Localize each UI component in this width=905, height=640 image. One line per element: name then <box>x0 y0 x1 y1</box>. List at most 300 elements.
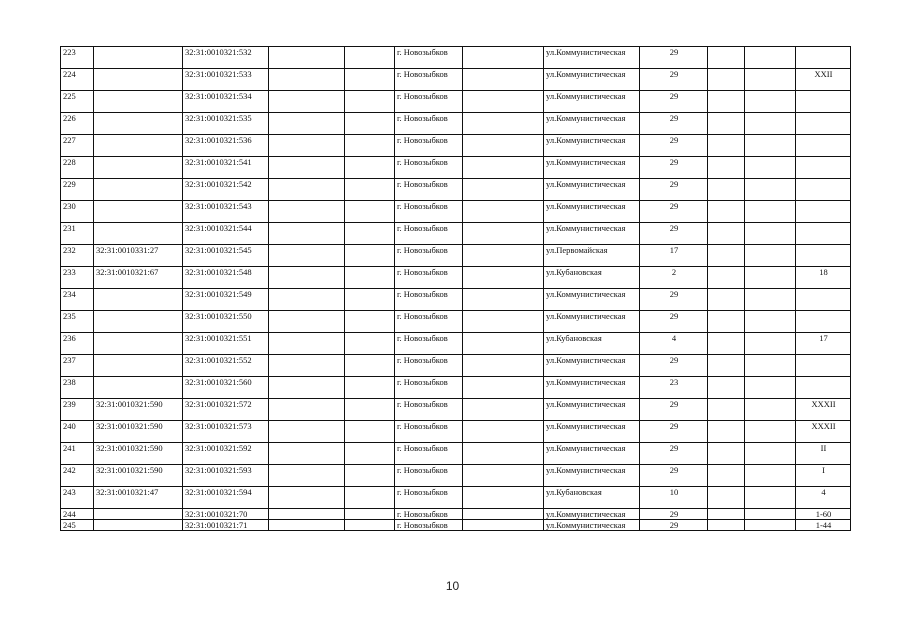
city-cell: г. Новозыбков <box>395 399 463 421</box>
previous-cadastral-number-cell <box>94 509 183 520</box>
empty-cell <box>745 443 796 465</box>
empty-cell <box>708 267 745 289</box>
empty-cell <box>745 333 796 355</box>
empty-cell <box>708 91 745 113</box>
city-cell: г. Новозыбков <box>395 47 463 69</box>
empty-cell <box>345 69 395 91</box>
row-number-cell: 245 <box>61 520 94 531</box>
empty-cell <box>269 223 345 245</box>
row-number-cell: 238 <box>61 377 94 399</box>
street-cell: ул.Коммунистическая <box>544 443 640 465</box>
previous-cadastral-number-cell: 32:31:0010331:27 <box>94 245 183 267</box>
premises-number-cell <box>796 377 851 399</box>
premises-number-cell <box>796 311 851 333</box>
city-cell: г. Новозыбков <box>395 201 463 223</box>
empty-cell <box>745 201 796 223</box>
city-cell: г. Новозыбков <box>395 421 463 443</box>
cadastral-number-cell: 32:31:0010321:548 <box>183 267 269 289</box>
street-cell: ул.Коммунистическая <box>544 91 640 113</box>
empty-cell <box>708 201 745 223</box>
empty-cell <box>463 91 544 113</box>
empty-cell <box>463 69 544 91</box>
house-number-cell: 29 <box>640 113 708 135</box>
empty-cell <box>345 520 395 531</box>
empty-cell <box>745 245 796 267</box>
city-cell: г. Новозыбков <box>395 223 463 245</box>
street-cell: ул.Коммунистическая <box>544 135 640 157</box>
row-number-cell: 237 <box>61 355 94 377</box>
empty-cell <box>745 223 796 245</box>
empty-cell <box>269 47 345 69</box>
cadastral-number-cell: 32:31:0010321:594 <box>183 487 269 509</box>
city-cell: г. Новозыбков <box>395 377 463 399</box>
empty-cell <box>745 157 796 179</box>
cadastral-number-cell: 32:31:0010321:533 <box>183 69 269 91</box>
row-number-cell: 240 <box>61 421 94 443</box>
city-cell: г. Новозыбков <box>395 487 463 509</box>
empty-cell <box>463 245 544 267</box>
table-row <box>61 91 851 113</box>
house-number-cell: 29 <box>640 355 708 377</box>
row-number-cell: 241 <box>61 443 94 465</box>
empty-cell <box>463 157 544 179</box>
house-number-cell: 29 <box>640 223 708 245</box>
previous-cadastral-number-cell: 32:31:0010321:590 <box>94 465 183 487</box>
table-row <box>61 509 851 520</box>
table-row <box>61 443 851 465</box>
premises-number-cell: 1-44 <box>796 520 851 531</box>
empty-cell <box>345 135 395 157</box>
empty-cell <box>745 135 796 157</box>
cadastral-number-cell: 32:31:0010321:543 <box>183 201 269 223</box>
previous-cadastral-number-cell <box>94 91 183 113</box>
cadastral-number-cell: 32:31:0010321:572 <box>183 399 269 421</box>
premises-number-cell <box>796 289 851 311</box>
premises-number-cell: I <box>796 465 851 487</box>
row-number-cell: 224 <box>61 69 94 91</box>
previous-cadastral-number-cell <box>94 201 183 223</box>
empty-cell <box>708 311 745 333</box>
premises-number-cell <box>796 245 851 267</box>
row-number-cell: 223 <box>61 47 94 69</box>
empty-cell <box>745 487 796 509</box>
empty-cell <box>269 91 345 113</box>
street-cell: ул.Коммунистическая <box>544 399 640 421</box>
empty-cell <box>463 520 544 531</box>
empty-cell <box>745 520 796 531</box>
row-number-cell: 239 <box>61 399 94 421</box>
empty-cell <box>345 47 395 69</box>
empty-cell <box>345 223 395 245</box>
row-number-cell: 229 <box>61 179 94 201</box>
cadastral-number-cell: 32:31:0010321:71 <box>183 520 269 531</box>
empty-cell <box>345 355 395 377</box>
empty-cell <box>269 465 345 487</box>
previous-cadastral-number-cell <box>94 311 183 333</box>
cadastral-number-cell: 32:31:0010321:545 <box>183 245 269 267</box>
house-number-cell: 29 <box>640 399 708 421</box>
empty-cell <box>745 311 796 333</box>
empty-cell <box>708 333 745 355</box>
empty-cell <box>708 443 745 465</box>
house-number-cell: 29 <box>640 465 708 487</box>
empty-cell <box>463 509 544 520</box>
city-cell: г. Новозыбков <box>395 311 463 333</box>
premises-number-cell <box>796 179 851 201</box>
cadastral-number-cell: 32:31:0010321:552 <box>183 355 269 377</box>
premises-number-cell <box>796 355 851 377</box>
table-row <box>61 135 851 157</box>
house-number-cell: 23 <box>640 377 708 399</box>
previous-cadastral-number-cell <box>94 377 183 399</box>
cadastral-number-cell: 32:31:0010321:573 <box>183 421 269 443</box>
table-row <box>61 201 851 223</box>
cadastral-number-cell: 32:31:0010321:593 <box>183 465 269 487</box>
table-row <box>61 311 851 333</box>
street-cell: ул.Коммунистическая <box>544 465 640 487</box>
empty-cell <box>708 465 745 487</box>
empty-cell <box>345 179 395 201</box>
empty-cell <box>708 69 745 91</box>
house-number-cell: 29 <box>640 47 708 69</box>
empty-cell <box>463 47 544 69</box>
row-number-cell: 244 <box>61 509 94 520</box>
empty-cell <box>463 355 544 377</box>
street-cell: ул.Первомайская <box>544 245 640 267</box>
page-number: 10 <box>445 579 460 593</box>
empty-cell <box>269 443 345 465</box>
house-number-cell: 29 <box>640 201 708 223</box>
empty-cell <box>269 509 345 520</box>
empty-cell <box>463 465 544 487</box>
previous-cadastral-number-cell: 32:31:0010321:590 <box>94 443 183 465</box>
premises-number-cell <box>796 201 851 223</box>
table-row <box>61 289 851 311</box>
empty-cell <box>745 47 796 69</box>
table-row <box>61 179 851 201</box>
city-cell: г. Новозыбков <box>395 465 463 487</box>
premises-number-cell <box>796 91 851 113</box>
house-number-cell: 17 <box>640 245 708 267</box>
empty-cell <box>463 311 544 333</box>
empty-cell <box>345 311 395 333</box>
empty-cell <box>463 135 544 157</box>
house-number-cell: 29 <box>640 443 708 465</box>
house-number-cell: 29 <box>640 91 708 113</box>
register-table-body <box>61 47 851 531</box>
street-cell: ул.Коммунистическая <box>544 157 640 179</box>
table-row <box>61 487 851 509</box>
row-number-cell: 230 <box>61 201 94 223</box>
empty-cell <box>345 289 395 311</box>
empty-cell <box>345 267 395 289</box>
empty-cell <box>463 201 544 223</box>
street-cell: ул.Коммунистическая <box>544 47 640 69</box>
row-number-cell: 242 <box>61 465 94 487</box>
street-cell: ул.Коммунистическая <box>544 377 640 399</box>
street-cell: ул.Коммунистическая <box>544 223 640 245</box>
table-row <box>61 267 851 289</box>
table-row <box>61 355 851 377</box>
cadastral-number-cell: 32:31:0010321:550 <box>183 311 269 333</box>
empty-cell <box>708 223 745 245</box>
empty-cell <box>269 245 345 267</box>
empty-cell <box>269 289 345 311</box>
empty-cell <box>745 289 796 311</box>
house-number-cell: 29 <box>640 520 708 531</box>
empty-cell <box>345 377 395 399</box>
cadastral-number-cell: 32:31:0010321:535 <box>183 113 269 135</box>
table-row <box>61 377 851 399</box>
empty-cell <box>708 355 745 377</box>
cadastral-number-cell: 32:31:0010321:544 <box>183 223 269 245</box>
table-row <box>61 399 851 421</box>
empty-cell <box>463 443 544 465</box>
empty-cell <box>269 201 345 223</box>
premises-number-cell: 1-60 <box>796 509 851 520</box>
empty-cell <box>269 355 345 377</box>
street-cell: ул.Коммунистическая <box>544 289 640 311</box>
empty-cell <box>708 377 745 399</box>
empty-cell <box>345 509 395 520</box>
empty-cell <box>345 333 395 355</box>
premises-number-cell: XXXII <box>796 399 851 421</box>
city-cell: г. Новозыбков <box>395 289 463 311</box>
premises-number-cell: XXXII <box>796 421 851 443</box>
empty-cell <box>269 399 345 421</box>
empty-cell <box>463 223 544 245</box>
previous-cadastral-number-cell <box>94 113 183 135</box>
empty-cell <box>345 113 395 135</box>
cadastral-number-cell: 32:31:0010321:70 <box>183 509 269 520</box>
empty-cell <box>463 113 544 135</box>
previous-cadastral-number-cell <box>94 223 183 245</box>
house-number-cell: 29 <box>640 421 708 443</box>
empty-cell <box>269 69 345 91</box>
cadastral-number-cell: 32:31:0010321:560 <box>183 377 269 399</box>
empty-cell <box>745 509 796 520</box>
street-cell: ул.Коммунистическая <box>544 311 640 333</box>
row-number-cell: 236 <box>61 333 94 355</box>
empty-cell <box>345 465 395 487</box>
empty-cell <box>269 377 345 399</box>
empty-cell <box>708 179 745 201</box>
table-row <box>61 421 851 443</box>
previous-cadastral-number-cell: 32:31:0010321:590 <box>94 399 183 421</box>
city-cell: г. Новозыбков <box>395 267 463 289</box>
empty-cell <box>745 421 796 443</box>
cadastral-number-cell: 32:31:0010321:541 <box>183 157 269 179</box>
premises-number-cell <box>796 135 851 157</box>
empty-cell <box>745 355 796 377</box>
row-number-cell: 231 <box>61 223 94 245</box>
empty-cell <box>745 267 796 289</box>
house-number-cell: 29 <box>640 289 708 311</box>
street-cell: ул.Коммунистическая <box>544 355 640 377</box>
cadastral-number-cell: 32:31:0010321:592 <box>183 443 269 465</box>
empty-cell <box>745 377 796 399</box>
empty-cell <box>708 135 745 157</box>
premises-number-cell: 18 <box>796 267 851 289</box>
empty-cell <box>463 377 544 399</box>
empty-cell <box>708 245 745 267</box>
empty-cell <box>269 135 345 157</box>
street-cell: ул.Коммунистическая <box>544 201 640 223</box>
street-cell: ул.Коммунистическая <box>544 113 640 135</box>
row-number-cell: 225 <box>61 91 94 113</box>
empty-cell <box>745 113 796 135</box>
table-row <box>61 69 851 91</box>
premises-number-cell: 17 <box>796 333 851 355</box>
previous-cadastral-number-cell <box>94 289 183 311</box>
empty-cell <box>463 399 544 421</box>
empty-cell <box>463 289 544 311</box>
empty-cell <box>345 421 395 443</box>
empty-cell <box>708 421 745 443</box>
premises-number-cell <box>796 47 851 69</box>
empty-cell <box>463 487 544 509</box>
city-cell: г. Новозыбков <box>395 245 463 267</box>
house-number-cell: 29 <box>640 157 708 179</box>
empty-cell <box>269 179 345 201</box>
empty-cell <box>269 333 345 355</box>
row-number-cell: 235 <box>61 311 94 333</box>
premises-number-cell <box>796 113 851 135</box>
row-number-cell: 233 <box>61 267 94 289</box>
street-cell: ул.Кубановская <box>544 333 640 355</box>
table-row <box>61 223 851 245</box>
table-row <box>61 333 851 355</box>
empty-cell <box>745 91 796 113</box>
house-number-cell: 2 <box>640 267 708 289</box>
previous-cadastral-number-cell <box>94 355 183 377</box>
premises-number-cell: II <box>796 443 851 465</box>
table-row <box>61 47 851 69</box>
table-row <box>61 157 851 179</box>
row-number-cell: 232 <box>61 245 94 267</box>
empty-cell <box>345 443 395 465</box>
empty-cell <box>708 157 745 179</box>
row-number-cell: 228 <box>61 157 94 179</box>
premises-number-cell: XXII <box>796 69 851 91</box>
house-number-cell: 29 <box>640 509 708 520</box>
empty-cell <box>269 267 345 289</box>
cadastral-number-cell: 32:31:0010321:549 <box>183 289 269 311</box>
cadastral-number-cell: 32:31:0010321:536 <box>183 135 269 157</box>
house-number-cell: 29 <box>640 135 708 157</box>
street-cell: ул.Кубановская <box>544 267 640 289</box>
empty-cell <box>708 520 745 531</box>
empty-cell <box>463 179 544 201</box>
empty-cell <box>708 289 745 311</box>
empty-cell <box>708 113 745 135</box>
table-row <box>61 113 851 135</box>
house-number-cell: 29 <box>640 179 708 201</box>
empty-cell <box>708 399 745 421</box>
city-cell: г. Новозыбков <box>395 520 463 531</box>
street-cell: ул.Коммунистическая <box>544 509 640 520</box>
empty-cell <box>345 487 395 509</box>
city-cell: г. Новозыбков <box>395 157 463 179</box>
empty-cell <box>269 311 345 333</box>
street-cell: ул.Кубановская <box>544 487 640 509</box>
row-number-cell: 234 <box>61 289 94 311</box>
cadastral-number-cell: 32:31:0010321:551 <box>183 333 269 355</box>
house-number-cell: 4 <box>640 333 708 355</box>
empty-cell <box>708 47 745 69</box>
table-row <box>61 465 851 487</box>
empty-cell <box>745 399 796 421</box>
premises-number-cell: 4 <box>796 487 851 509</box>
empty-cell <box>269 487 345 509</box>
previous-cadastral-number-cell: 32:31:0010321:67 <box>94 267 183 289</box>
previous-cadastral-number-cell <box>94 69 183 91</box>
empty-cell <box>345 201 395 223</box>
city-cell: г. Новозыбков <box>395 113 463 135</box>
empty-cell <box>345 399 395 421</box>
city-cell: г. Новозыбков <box>395 135 463 157</box>
empty-cell <box>745 69 796 91</box>
previous-cadastral-number-cell <box>94 520 183 531</box>
empty-cell <box>463 267 544 289</box>
cadastral-number-cell: 32:31:0010321:534 <box>183 91 269 113</box>
empty-cell <box>345 245 395 267</box>
previous-cadastral-number-cell: 32:31:0010321:47 <box>94 487 183 509</box>
city-cell: г. Новозыбков <box>395 355 463 377</box>
empty-cell <box>708 509 745 520</box>
row-number-cell: 227 <box>61 135 94 157</box>
register-table <box>60 46 851 531</box>
cadastral-number-cell: 32:31:0010321:542 <box>183 179 269 201</box>
city-cell: г. Новозыбков <box>395 179 463 201</box>
street-cell: ул.Коммунистическая <box>544 520 640 531</box>
cadastral-number-cell: 32:31:0010321:532 <box>183 47 269 69</box>
street-cell: ул.Коммунистическая <box>544 421 640 443</box>
previous-cadastral-number-cell <box>94 47 183 69</box>
premises-number-cell <box>796 223 851 245</box>
city-cell: г. Новозыбков <box>395 333 463 355</box>
empty-cell <box>463 333 544 355</box>
table-row <box>61 245 851 267</box>
empty-cell <box>745 179 796 201</box>
empty-cell <box>269 157 345 179</box>
city-cell: г. Новозыбков <box>395 91 463 113</box>
house-number-cell: 29 <box>640 69 708 91</box>
empty-cell <box>745 465 796 487</box>
row-number-cell: 226 <box>61 113 94 135</box>
city-cell: г. Новозыбков <box>395 509 463 520</box>
street-cell: ул.Коммунистическая <box>544 69 640 91</box>
previous-cadastral-number-cell <box>94 179 183 201</box>
previous-cadastral-number-cell <box>94 157 183 179</box>
street-cell: ул.Коммунистическая <box>544 179 640 201</box>
city-cell: г. Новозыбков <box>395 69 463 91</box>
previous-cadastral-number-cell <box>94 333 183 355</box>
empty-cell <box>269 520 345 531</box>
previous-cadastral-number-cell: 32:31:0010321:590 <box>94 421 183 443</box>
empty-cell <box>708 487 745 509</box>
row-number-cell: 243 <box>61 487 94 509</box>
empty-cell <box>269 113 345 135</box>
empty-cell <box>345 157 395 179</box>
table-row <box>61 520 851 531</box>
previous-cadastral-number-cell <box>94 135 183 157</box>
empty-cell <box>463 421 544 443</box>
house-number-cell: 29 <box>640 311 708 333</box>
empty-cell <box>345 91 395 113</box>
house-number-cell: 10 <box>640 487 708 509</box>
premises-number-cell <box>796 157 851 179</box>
